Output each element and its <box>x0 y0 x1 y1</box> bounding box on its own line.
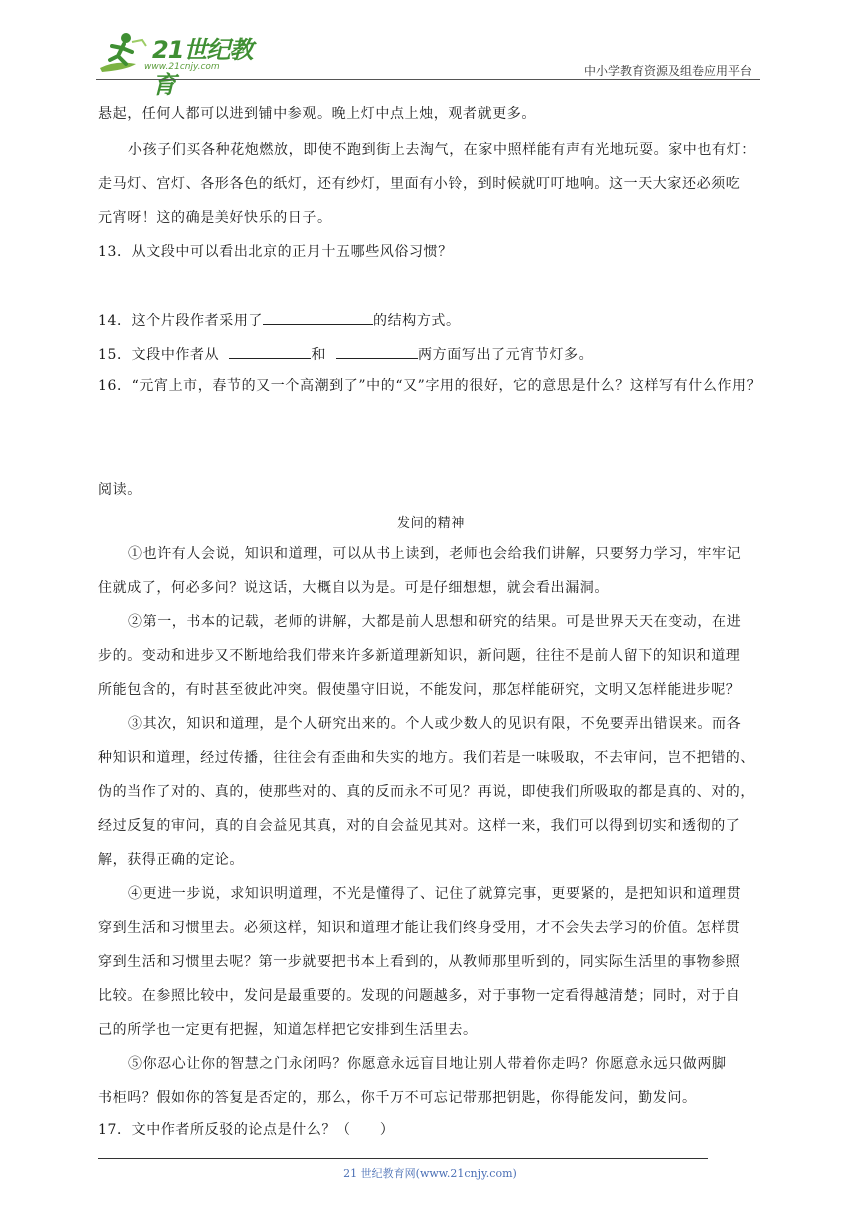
question-14-text-end: 的结构方式。 <box>373 313 461 329</box>
site-logo <box>96 30 266 99</box>
logo-url: www.21cnjy.com <box>144 62 220 72</box>
article-line: 解，获得正确的定论。 <box>98 852 244 868</box>
article-line: 己的所学也一定更有把握，知道怎样把它安排到生活里去。 <box>98 1022 478 1038</box>
question-15 <box>98 344 593 365</box>
article-line: 穿到生活和习惯里去呢？第一步就要把书本上看到的，从教师那里听到的，同实际生活里的事物参照 <box>98 954 741 970</box>
article-line: ④更进一步说，求知识明道理，不光是懂得了、记住了就算完事，更要紧的，是把知识和道理贯 <box>128 886 742 902</box>
question-13: 13．从文段中可以看出北京的正月十五哪些风俗习惯？ <box>98 244 453 260</box>
paragraph-line: 元宵呀！这的确是美好快乐的日子。 <box>98 210 332 226</box>
reading-heading: 阅读。 <box>98 482 142 498</box>
question-15-text: 15．文段中作者从 <box>98 347 220 363</box>
article-line: ①也许有人会说，知识和道理，可以从书上读到，老师也会给我们讲解，只要努力学习，牢牢记 <box>128 546 742 562</box>
page-footer: 21 世纪教育网(www.21cnjy.com) <box>343 1167 517 1180</box>
article-line: 所能包含的，有时甚至彼此冲突。假使墨守旧说，不能发问，那怎样能研究，文明又怎样能进步呢？ <box>98 682 741 698</box>
article-line: 书柜吗？假如你的答复是否定的，那么，你千万不可忘记带那把钥匙，你得能发问，勤发问。 <box>98 1090 697 1106</box>
article-line: 经过反复的审问，真的自会益见其真，对的自会益见其对。这样一来，我们可以得到切实和透彻的了 <box>98 818 741 834</box>
article-line: ⑤你忍心让你的智慧之门永闭吗？你愿意永远盲目地让别人带着你走吗？你愿意永远只做两脚 <box>128 1056 727 1072</box>
article-line: 种知识和道理，经过传播，往往会有歪曲和失实的地方。我们若是一味吸取，不去审问，岂不把错的、 <box>98 750 755 766</box>
paragraph-line: 走马灯、宫灯、各形各色的纸灯，还有纱灯，里面有小铃，到时候就叮叮地响。这一天大家还必须吃 <box>98 176 741 192</box>
answer-blank[interactable] <box>229 344 311 359</box>
article-line: ③其次，知识和道理，是个人研究出来的。个人或少数人的见识有限，不免要弄出错误来。而各 <box>128 716 742 732</box>
question-14-text: 14．这个片段作者采用了 <box>98 313 264 329</box>
platform-label: 中小学教育资源及组卷应用平台 <box>583 64 752 78</box>
article-title: 发问的精神 <box>396 516 465 531</box>
question-15-and: 和 <box>311 347 326 363</box>
article-line: ②第一，书本的记载，老师的讲解，大都是前人思想和研究的结果。可是世界天天在变动，在进 <box>128 614 742 630</box>
page-header <box>96 26 760 99</box>
question-14 <box>98 310 461 331</box>
question-17: 17．文中作者所反驳的论点是什么？（ ） <box>98 1122 395 1138</box>
paragraph-line: 悬起，任何人都可以进到铺中参观。晚上灯中点上烛，观者就更多。 <box>98 106 536 122</box>
article-line: 比较。在参照比较中，发问是最重要的。发现的问题越多，对于事物一定看得越清楚；同时，对于自 <box>98 988 741 1004</box>
article-line: 住就成了，何必多问？说这话，大概自以为是。可是仔细想想，就会看出漏洞。 <box>98 580 609 596</box>
logo-text: 21世纪教育 <box>152 36 253 99</box>
article-line: 穿到生活和习惯里去。必须这样，知识和道理才能让我们终身受用，才不会失去学习的价值。怎样贯 <box>98 920 741 936</box>
paragraph-line: 小孩子们买各种花炮燃放，即使不跑到街上去淘气，在家中照样能有声有光地玩耍。家中也有灯： <box>128 142 756 158</box>
question-16: 16．“元宵上市，春节的又一个高潮到了”中的“又”字用的很好，它的意思是什么？这样写有什么作用？ <box>98 378 762 394</box>
question-15-text-end: 两方面写出了元宵节灯多。 <box>418 347 594 363</box>
footer-divider <box>98 1158 708 1159</box>
answer-blank[interactable] <box>336 344 418 359</box>
header-divider <box>96 79 760 80</box>
article-line: 伪的当作了对的、真的，使那些对的、真的反而永不可见？再说，即使我们所吸取的都是真的、对的， <box>98 784 755 800</box>
answer-blank[interactable] <box>263 310 373 325</box>
article-line: 步的。变动和进步又不断地给我们带来许多新道理新知识，新问题，往往不是前人留下的知识和道理 <box>98 648 741 664</box>
